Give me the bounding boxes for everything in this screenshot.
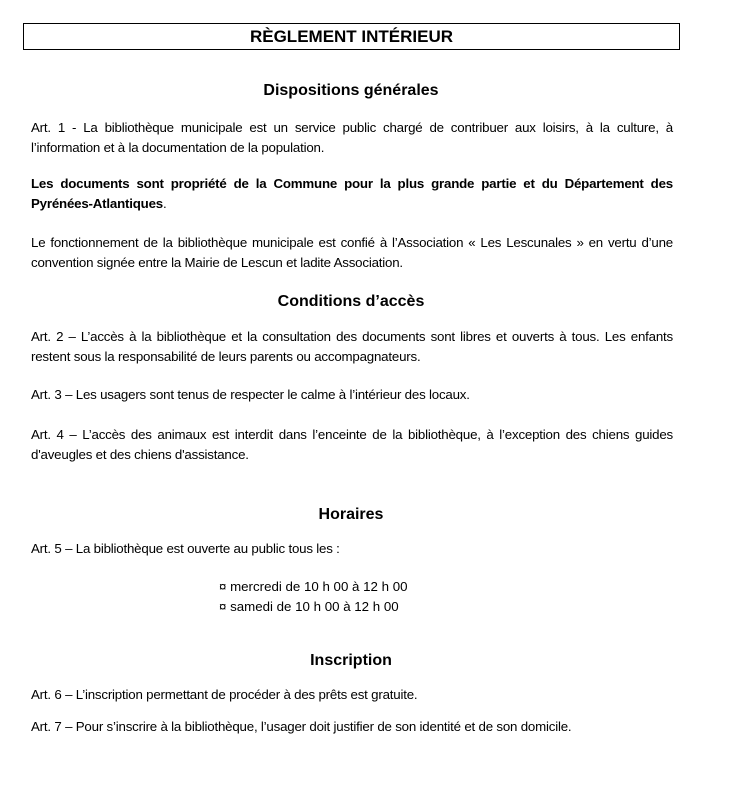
document-title: RÈGLEMENT INTÉRIEUR — [23, 23, 680, 50]
section-heading-inscription: Inscription — [310, 652, 392, 669]
schedule-saturday: ¤ samedi de 10 h 00 à 12 h 00 — [219, 599, 399, 614]
operation-paragraph: Le fonctionnement de la bibliothèque municipale est confié à l’Association « Les Lescunales » en vertu d’une convention signée entre la Mairie de Lescun et ladite Association. — [31, 235, 673, 270]
schedule-wednesday: ¤ mercredi de 10 h 00 à 12 h 00 — [219, 579, 408, 594]
article-5: Art. 5 – La bibliothèque est ouverte au public tous les : — [31, 541, 340, 556]
section-heading-conditions: Conditions d’accès — [277, 293, 425, 310]
article-4: Art. 4 – L’accès des animaux est interdit dans l’enceinte de la bibliothèque, à l’exception des chiens guides d'aveugles et des chiens d'assistance. — [31, 427, 673, 462]
article-1: Art. 1 - La bibliothèque municipale est un service public chargé de contribuer aux loisirs, à la culture, à l’information et à la documentation de la population. — [31, 120, 673, 155]
article-7: Art. 7 – Pour s’inscrire à la bibliothèque, l’usager doit justifier de son identité et de son domicile. — [31, 719, 572, 734]
ownership-period: . — [162, 196, 167, 211]
article-3: Art. 3 – Les usagers sont tenus de respecter le calme à l’intérieur des locaux. — [31, 387, 470, 402]
section-heading-dispositions: Dispositions générales — [263, 82, 439, 99]
ownership-paragraph — [31, 174, 673, 214]
section-heading-horaires: Horaires — [318, 506, 384, 523]
article-6: Art. 6 – L’inscription permettant de procéder à des prêts est gratuite. — [31, 687, 418, 702]
article-2: Art. 2 – L’accès à la bibliothèque et la consultation des documents sont libres et ouverts à tous. Les enfants restent sous la responsabilité de leurs parents ou accompagnateurs. — [31, 329, 673, 364]
ownership-bold-text: Les documents sont propriété de la Commune pour la plus grande partie et du Département des Pyrénées-Atlantiques — [31, 176, 673, 211]
